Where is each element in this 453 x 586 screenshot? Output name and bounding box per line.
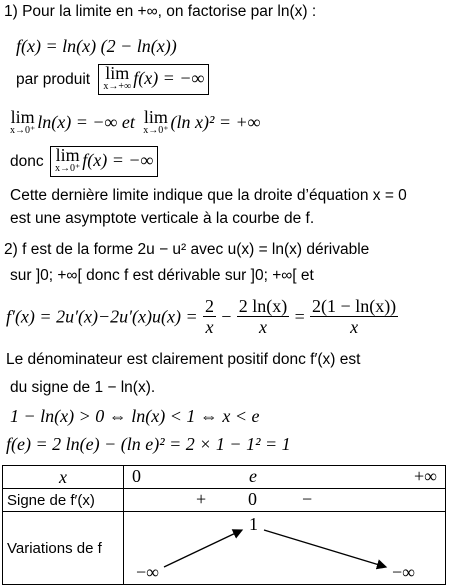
lim-sub-zero-3: x→0⁺: [54, 163, 81, 174]
frac1-num: 2: [204, 296, 214, 316]
boxed-limit-inf: [98, 64, 209, 95]
lim-ln-rhs: ln(x) = −∞ et: [37, 112, 135, 133]
produit-limit-line: [16, 64, 209, 95]
derivative-line: [6, 296, 399, 346]
donc-label: donc: [10, 153, 44, 171]
sign-zero: 0: [248, 489, 257, 509]
table-row-sign: [3, 489, 446, 512]
x-zero: 0: [132, 466, 141, 486]
lim-ln2-rhs: (ln x)² = +∞: [170, 112, 261, 133]
denominator-line-1: Le dénominateur est clairement positif donc f′(x) est: [6, 351, 361, 368]
lim-inf-rhs: f(x) = −∞: [133, 68, 205, 89]
derivative-lhs: f′(x) = 2u′(x)−2u′(x)u(x) =: [6, 306, 198, 327]
boxed-limit-zero: [50, 146, 158, 177]
x-header: x: [3, 466, 124, 489]
var-maximum: 1: [249, 514, 258, 534]
fraction-2: [237, 296, 290, 337]
ln-limits-line: [10, 107, 261, 138]
donc-limit-line: [10, 146, 158, 177]
lim-word: lim: [143, 107, 168, 127]
frac2-den: x: [259, 317, 268, 337]
intro-line: 1) Pour la limite en +∞, on factorise par ln(x) :: [4, 3, 317, 20]
variations-label: Variations de f: [3, 512, 124, 585]
lim-sub-inf: x→+∞: [103, 81, 132, 92]
lim-word: lim: [105, 63, 130, 83]
var-right-minus-infinity: −∞: [392, 562, 415, 582]
lim-zero-rhs: f(x) = −∞: [82, 150, 154, 171]
x-plus-infinity: +∞: [414, 466, 437, 486]
frac3-den: x: [350, 317, 359, 337]
part2-line-1: 2) f est de la forme 2u − u² avec u(x) = ln(x) dérivable: [4, 241, 370, 258]
variation-arrows: [124, 512, 444, 584]
equivalence-line: 1 − ln(x) > 0 ⇔ ln(x) < 1 ⇔ x < e: [10, 406, 260, 426]
equals-sign: =: [294, 306, 305, 327]
conclusion-line-1: Cette dernière limite indique que la droite d’équation x = 0: [10, 187, 407, 204]
lim-word: lim: [55, 145, 80, 165]
minus-sign: −: [221, 306, 232, 327]
conclusion-line-2: est une asymptote verticale à la courbe de f.: [10, 210, 315, 227]
sign-label: Signe de f′(x): [3, 489, 124, 512]
lim-word: lim: [10, 107, 35, 127]
factorisation: f(x) = ln(x) (2 − ln(x)): [16, 36, 177, 56]
lim-sub-zero-2: x→0⁺: [143, 125, 169, 136]
lim-sub-zero: x→0⁺: [10, 125, 36, 136]
produit-label: par produit: [16, 71, 91, 89]
fraction-3: [310, 296, 398, 337]
part2-line-2: sur ]0; +∞[ donc f est dérivable sur ]0; +∞[ et: [10, 267, 314, 284]
variation-table: [2, 465, 446, 585]
decreasing-arrow: [264, 530, 386, 567]
frac1-den: x: [205, 317, 214, 337]
sign-minus: −: [302, 489, 313, 509]
denominator-line-2: du signe de 1 − ln(x).: [10, 379, 156, 396]
fe-line: f(e) = 2 ln(e) − (ln e)² = 2 × 1 − 1² = 1: [6, 434, 291, 454]
table-row-variations: [3, 512, 446, 585]
sign-plus: +: [196, 489, 207, 509]
frac3-num: 2(1 − ln(x)): [312, 296, 397, 316]
increasing-arrow: [164, 530, 242, 567]
x-e: e: [249, 466, 257, 486]
fraction-1: [203, 296, 216, 337]
table-row-x: [3, 466, 446, 489]
var-left-minus-infinity: −∞: [136, 562, 159, 582]
frac2-num: 2 ln(x): [238, 296, 288, 316]
